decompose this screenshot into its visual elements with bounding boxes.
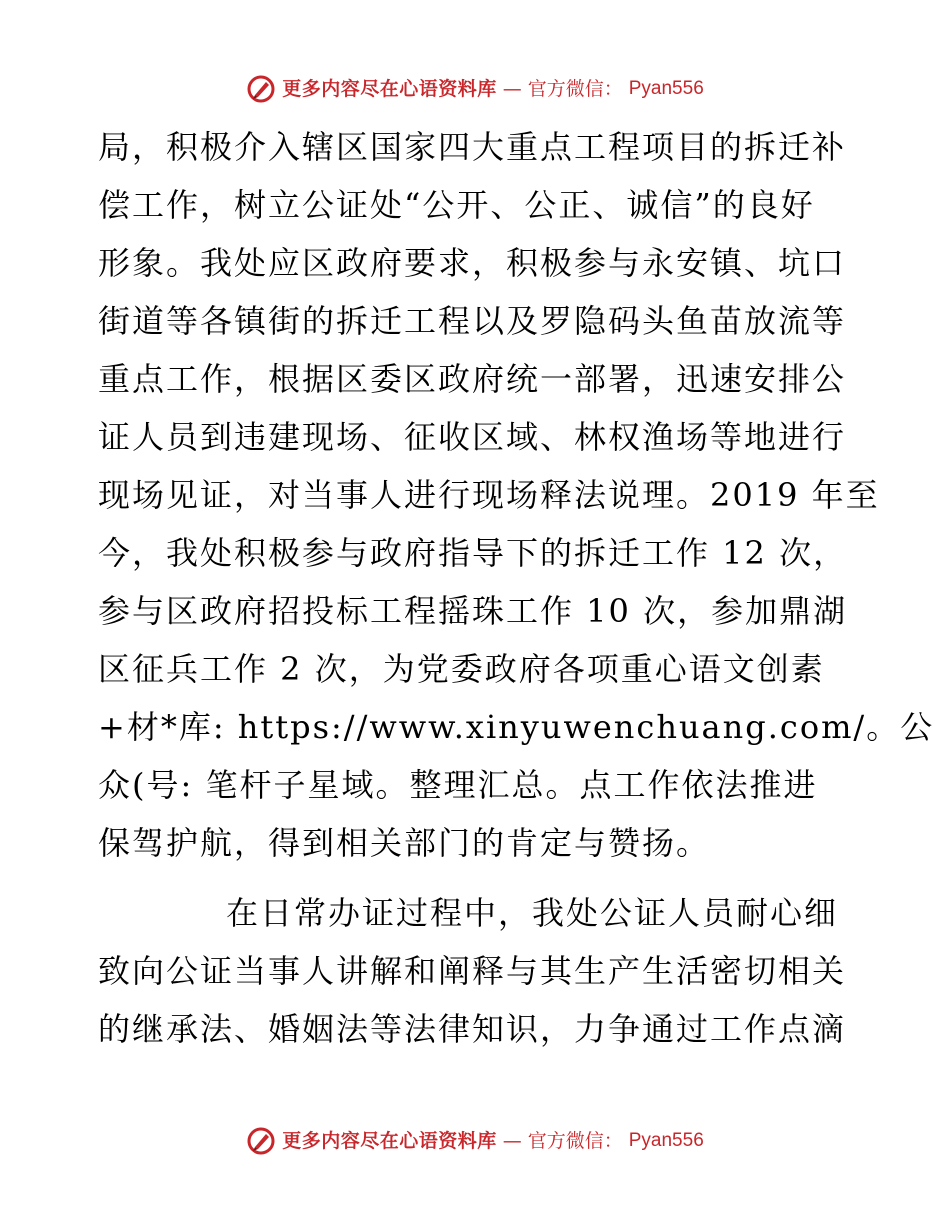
pen-logo-icon	[246, 1126, 276, 1156]
watermark-dash: —	[502, 1130, 522, 1152]
text-line: +材*库: https://www.xinyuwenchuang.com/。公	[98, 708, 935, 746]
paragraph-1	[98, 118, 935, 872]
text-line: 街道等各镇街的拆迁工程以及罗隐码头鱼苗放流等	[98, 302, 847, 340]
text-line: 众(号: 笔杆子星域。整理汇总。点工作依法推进	[98, 766, 818, 804]
text-line: 在日常办证过程中，我处公证人员耐心细	[226, 894, 839, 932]
watermark-wechat-id: Pyan556	[628, 1130, 704, 1151]
paragraph-2	[98, 884, 858, 1058]
text-line: 重点工作，根据区委区政府统一部署，迅速安排公	[98, 360, 847, 398]
text-line: 证人员到违建现场、征收区域、林权渔场等地进行	[98, 418, 847, 456]
document-body	[98, 118, 935, 1058]
text-line: 形象。我处应区政府要求，积极参与永安镇、坑口	[98, 244, 847, 282]
text-line: 今，我处积极参与政府指导下的拆迁工作 12 次，	[98, 534, 848, 572]
watermark-header	[0, 74, 950, 104]
watermark-wechat-id: Pyan556	[628, 78, 704, 99]
text-line: 区征兵工作 2 次，为党委政府各项重心语文创素	[98, 650, 825, 688]
text-line: 现场见证，对当事人进行现场释法说理。2019 年至	[98, 476, 880, 514]
text-line: 致向公证当事人讲解和阐释与其生产生活密切相关	[98, 952, 847, 990]
text-line: 的继承法、婚姻法等法律知识，力争通过工作点滴	[98, 1010, 847, 1048]
pen-logo-icon	[246, 74, 276, 104]
watermark-official-label: 官方微信：	[527, 1130, 623, 1152]
text-line: 偿工作，树立公证处“公开、公正、诚信”的良好	[98, 186, 815, 224]
watermark-footer	[0, 1126, 950, 1156]
watermark-official-label: 官方微信：	[527, 78, 623, 100]
watermark-title: 更多内容尽在心语资料库	[282, 78, 497, 100]
text-line: 参与区政府招投标工程摇珠工作 10 次，参加鼎湖	[98, 592, 848, 630]
paragraph-spacer	[98, 872, 858, 884]
text-line: 局，积极介入辖区国家四大重点工程项目的拆迁补	[98, 128, 847, 166]
text-line: 保驾护航，得到相关部门的肯定与赞扬。	[98, 824, 711, 862]
watermark-dash: —	[502, 78, 522, 100]
watermark-title: 更多内容尽在心语资料库	[282, 1130, 497, 1152]
